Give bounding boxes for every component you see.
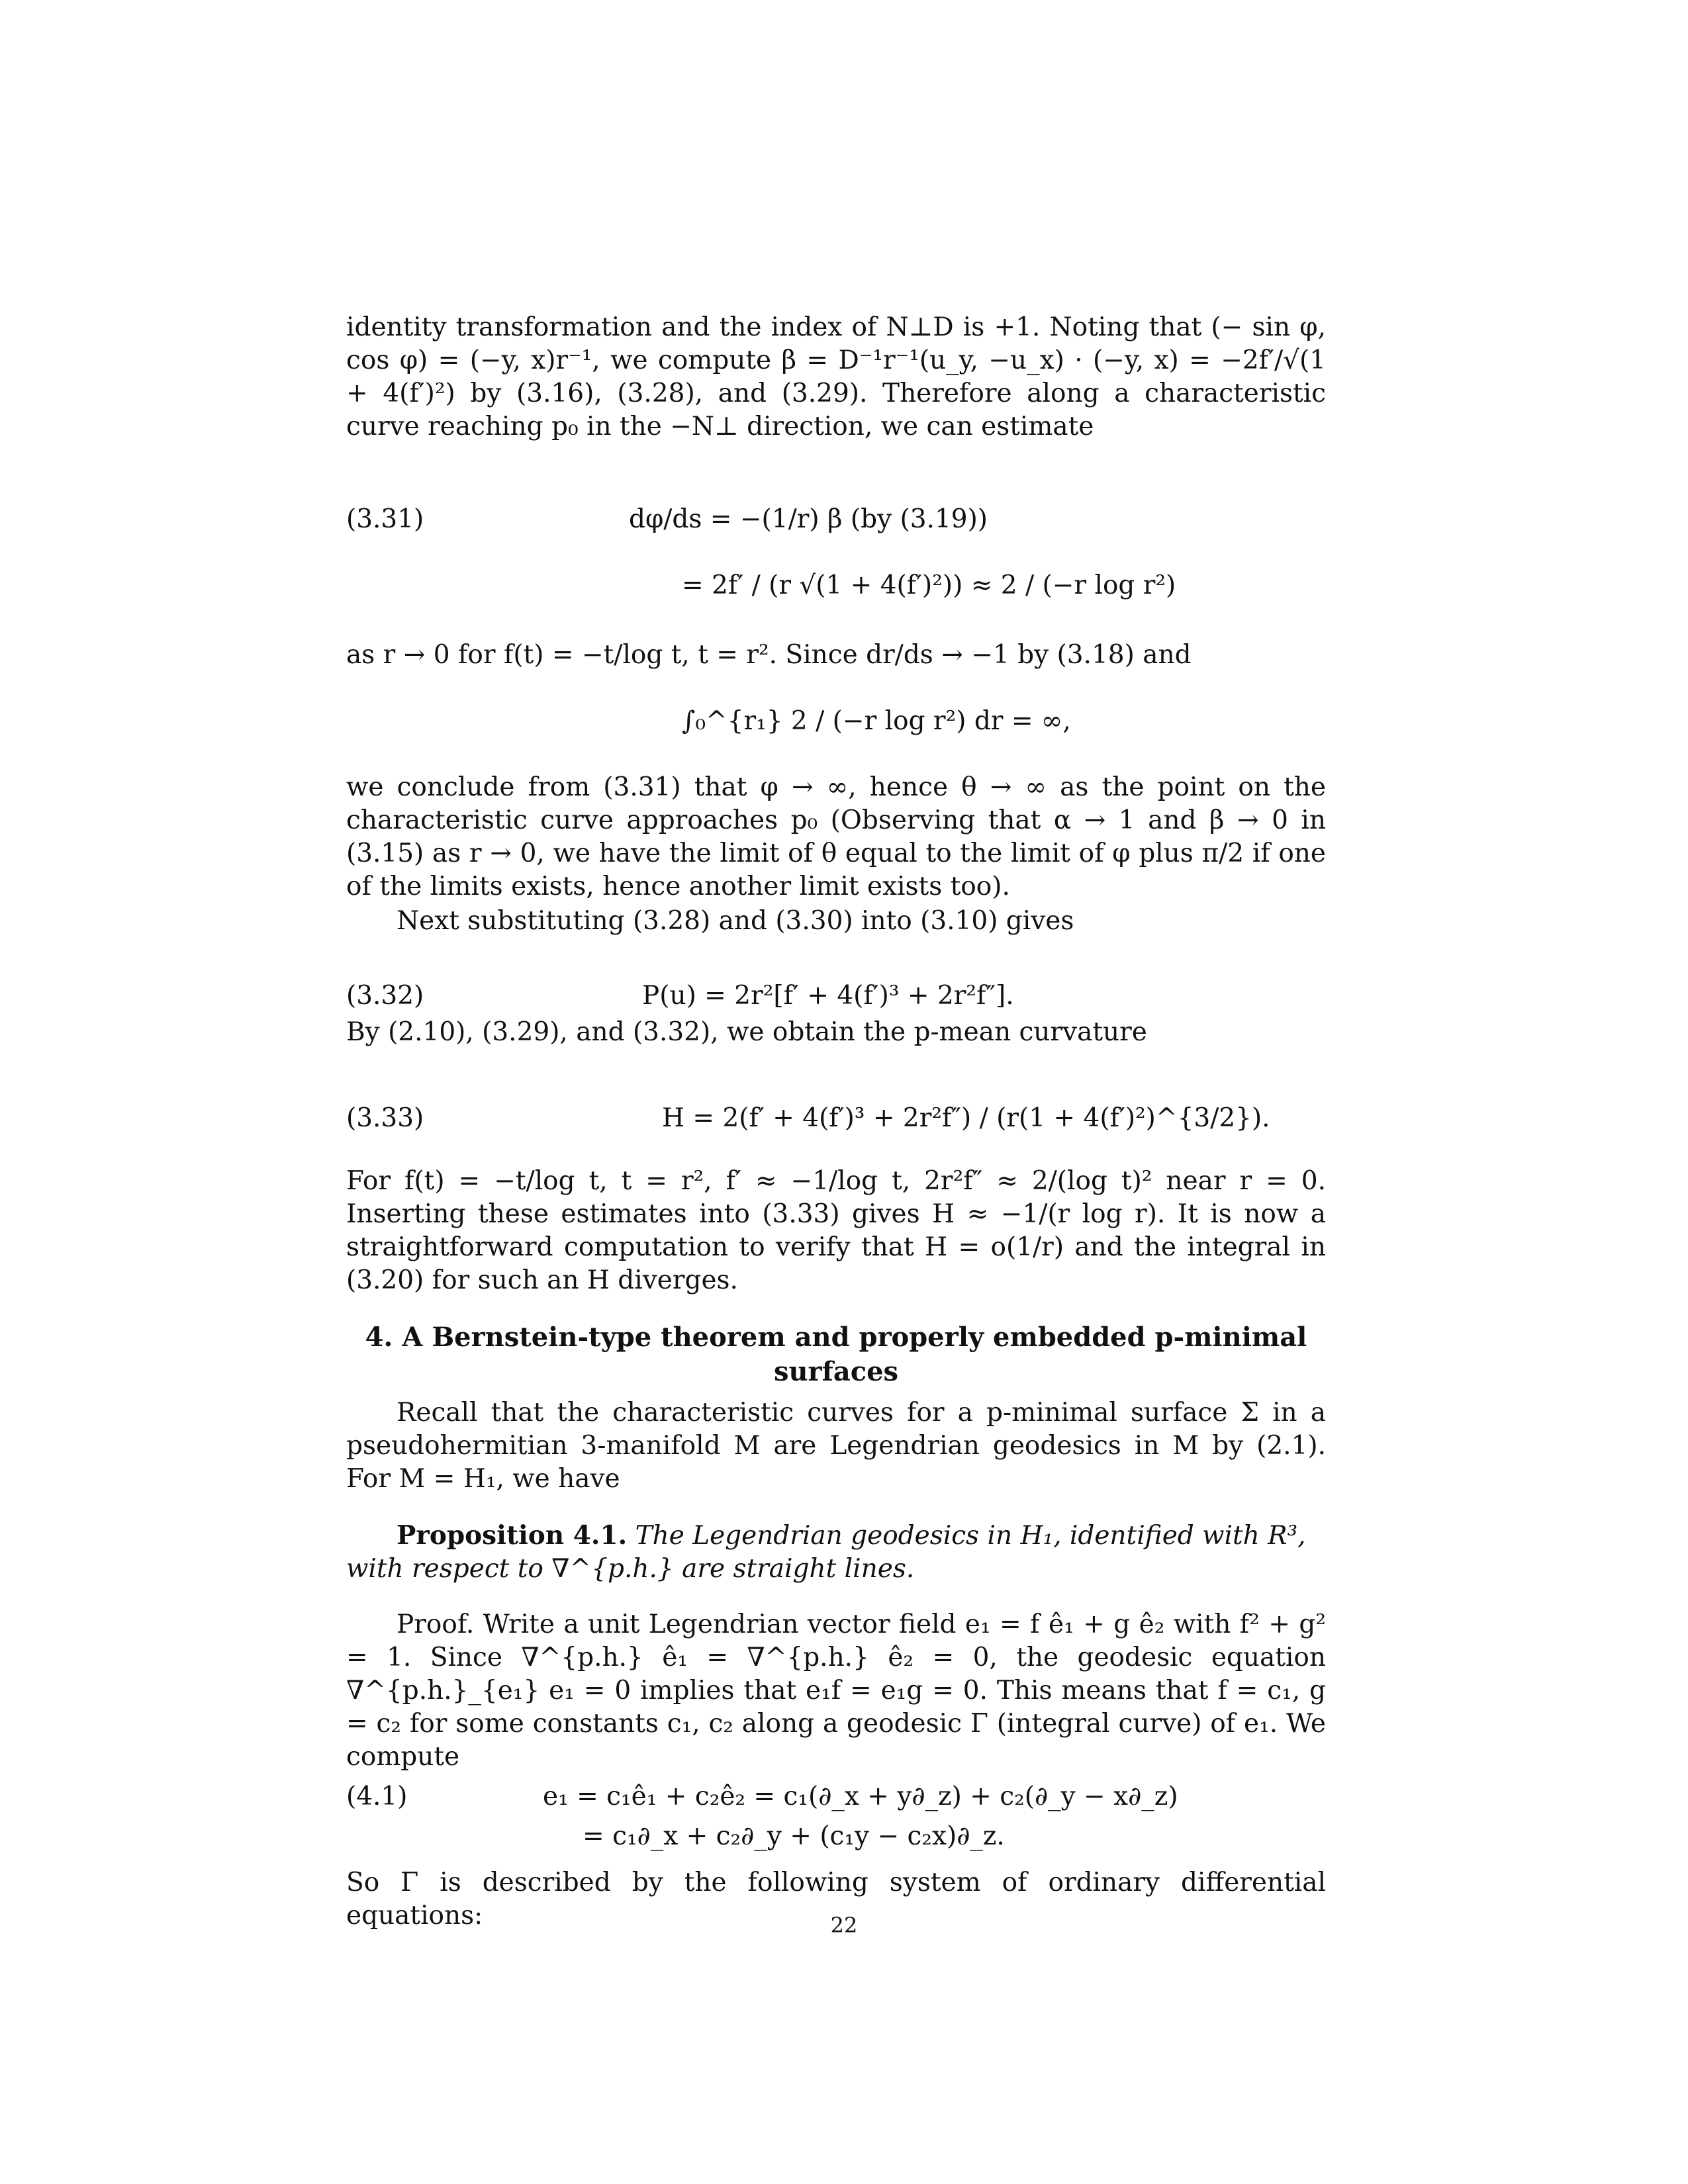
- equation-3-31-line2: = 2f′ / (r √(1 + 4(f′)²)) ≈ 2 / (−r log r²): [682, 570, 1176, 600]
- paragraph-proof: Proof. Write a unit Legendrian vector field e₁ = f ê₁ + g ê₂ with f² + g² = 1. Since ∇^{p.h.} ê₁ = ∇^{p.h.} ê₂ = 0, the geodesic equation ∇^{p.h.}_{e₁} e₁ = 0 implies that e₁f = e₁g = 0. This means that f = c₁, g = c₂ for some constants c₁, c₂ along a geodesic Γ (integral curve) of e₁. We compute: [346, 1610, 1326, 1772]
- equation-3-32: P(u) = 2r²[f′ + 4(f′)³ + 2r²f″].: [642, 981, 1014, 1011]
- paragraph-recall: Recall that the characteristic curves for a p-minimal surface Σ in a pseudohermitian 3-manifold M are Legendrian geodesics in M by (2.1). For M = H₁, we have: [346, 1398, 1326, 1494]
- equation-3-31-line1: dφ/ds = −(1/r) β (by (3.19)): [629, 504, 988, 534]
- equation-number-3-32: (3.32): [346, 981, 424, 1011]
- proposition-label: Proposition 4.1.: [397, 1520, 628, 1551]
- equation-number-4-1: (4.1): [346, 1782, 408, 1811]
- paragraph-conclusion: we conclude from (3.31) that φ → ∞, hence θ → ∞ as the point on the characteristic curve approaches p₀ (Observing that α → 1 and β → 0 in (3.15) as r → 0, we have the limit of θ equal to the limit of φ plus π/2 if one of the limits exists, hence another limit exists too).: [346, 772, 1326, 901]
- page-number: 22: [830, 1913, 858, 1938]
- proposition-4-1: [346, 1519, 1326, 1586]
- equation-number-3-33: (3.33): [346, 1103, 424, 1133]
- section-heading: 4. A Bernstein-type theorem and properly embedded p-minimal surfaces: [365, 1322, 1307, 1387]
- paragraph-estimates: For f(t) = −t/log t, t = r², f′ ≈ −1/log t, 2r²f″ ≈ 2/(log t)² near r = 0. Inserting these estimates into (3.33) gives H ≈ −1/(r log r). It is now a straightforward computation to verify that H = o(1/r) and the integral in (3.20) for such an H diverges.: [346, 1166, 1326, 1295]
- proposition-text: The Legendrian geodesics in H₁, identified with R³, with respect to ∇^{p.h.} are straight lines.: [346, 1521, 1306, 1584]
- equation-integral: ∫₀^{r₁} 2 / (−r log r²) dr = ∞,: [682, 706, 1071, 736]
- paragraph-system: So Γ is described by the following system of ordinary differential equations:: [346, 1868, 1326, 1931]
- equation-4-1-line1: e₁ = c₁ê₁ + c₂ê₂ = c₁(∂_x + y∂_z) + c₂(∂_y − x∂_z): [543, 1782, 1178, 1811]
- paragraph-p-mean-curvature: By (2.10), (3.29), and (3.32), we obtain the p-mean curvature: [346, 1017, 1147, 1047]
- paragraph-as-r-to-zero: as r → 0 for f(t) = −t/log t, t = r². Since dr/ds → −1 by (3.18) and: [346, 640, 1192, 670]
- equation-4-1-line2: = c₁∂_x + c₂∂_y + (c₁y − c₂x)∂_z.: [583, 1821, 1005, 1851]
- equation-number-3-31: (3.31): [346, 504, 424, 534]
- equation-3-33: H = 2(f′ + 4(f′)³ + 2r²f″) / (r(1 + 4(f′)²)^{3/2}).: [662, 1103, 1270, 1133]
- paragraph-intro: identity transformation and the index of N⊥D is +1. Noting that (− sin φ, cos φ) = (−y, x)r⁻¹, we compute β = D⁻¹r⁻¹(u_y, −u_x) · (−y, x) = −2f′/√(1 + 4(f′)²) by (3.16), (3.28), and (3.29). Therefore along a characteristic curve reaching p₀ in the −N⊥ direction, we can estimate: [346, 312, 1326, 441]
- paragraph-substituting: Next substituting (3.28) and (3.30) into (3.10) gives: [397, 906, 1074, 936]
